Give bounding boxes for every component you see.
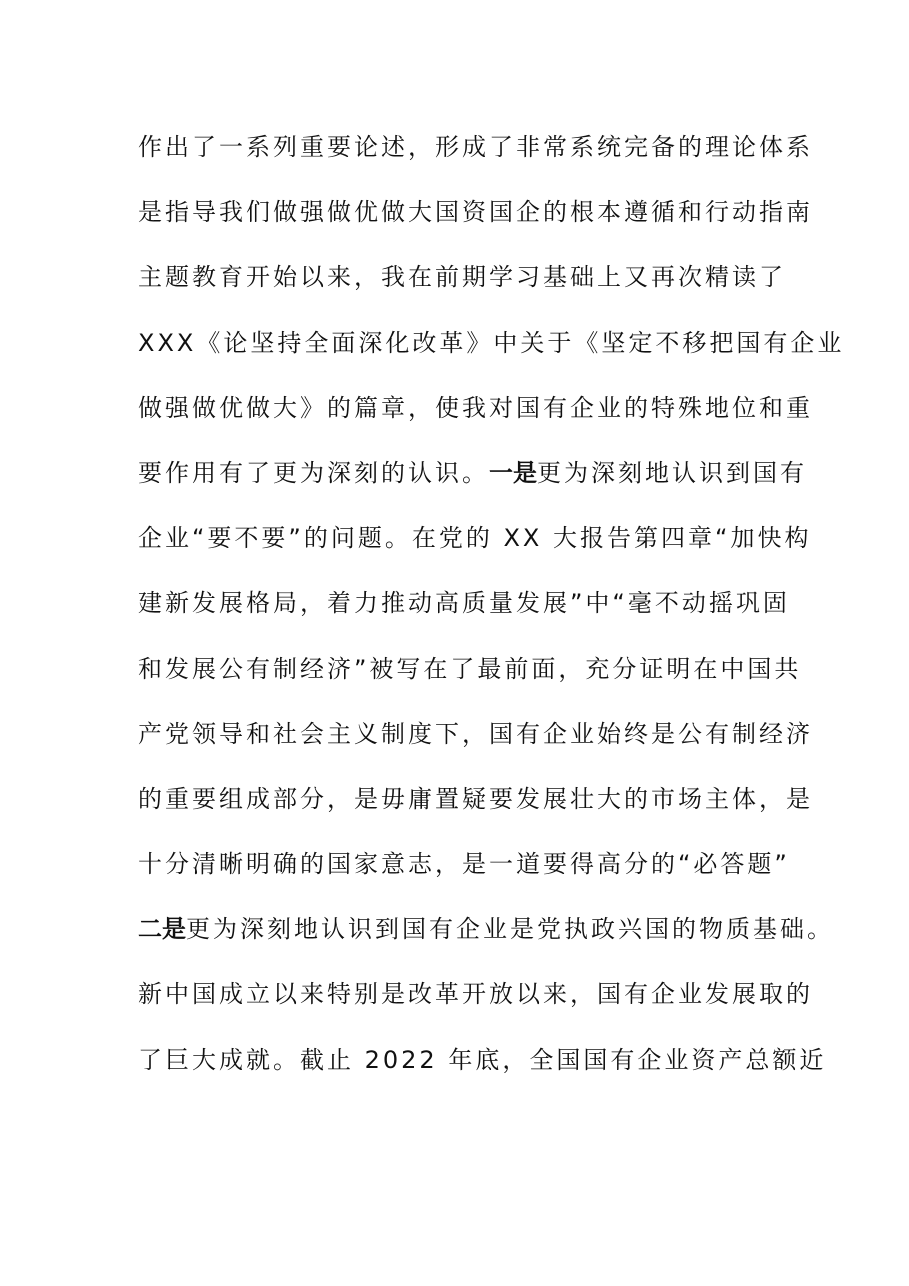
text-line-8: 建新发展格局，着力推动高质量发展”中“毫不动摇巩固	[138, 589, 790, 618]
bold-marker-yishi: 一是	[489, 458, 537, 487]
text-line-10: 产党领导和社会主义制度下，国有企业始终是公有制经济	[138, 719, 813, 748]
text-line-7: 企业“要不要”的问题。在党的 XX 大报告第四章“加快构	[138, 524, 812, 553]
text-line-3: 主题教育开始以来，我在前期学习基础上又再次精读了	[138, 263, 786, 292]
body-text	[138, 120, 845, 1098]
text-line-13: 二是更为深刻地认识到国有企业是党执政兴国的物质基础。	[138, 915, 834, 944]
text-line-11: 的重要组成部分，是毋庸置疑要发展壮大的市场主体，是	[138, 784, 813, 813]
text-line-12: 十分清晰明确的国家意志，是一道要得高分的“必答题”	[138, 850, 790, 879]
text-line-9: 和发展公有制经济”被写在了最前面，充分证明在中国共	[138, 654, 802, 683]
text-line-4: XXX《论坚持全面深化改革》中关于《坚定不移把国有企业	[138, 328, 845, 357]
text-line-6: 要作用有了更为深刻的认识。一是更为深刻地认识到国有	[138, 458, 807, 487]
text-line-1: 作出了一系列重要论述，形成了非常系统完备的理论体系	[138, 133, 813, 161]
bold-marker-ershi: 二是	[138, 915, 186, 944]
text-line-2: 是指导我们做强做优做大国资国企的根本遵循和行动指南	[138, 198, 813, 227]
text-line-14: 新中国成立以来特别是改革开放以来，国有企业发展取的	[138, 980, 813, 1009]
text-line-15: 了巨大成就。截止 2022 年底，全国国有企业资产总额近	[138, 1045, 827, 1074]
text-line-5: 做强做优做大》的篇章，使我对国有企业的特殊地位和重	[138, 393, 813, 422]
